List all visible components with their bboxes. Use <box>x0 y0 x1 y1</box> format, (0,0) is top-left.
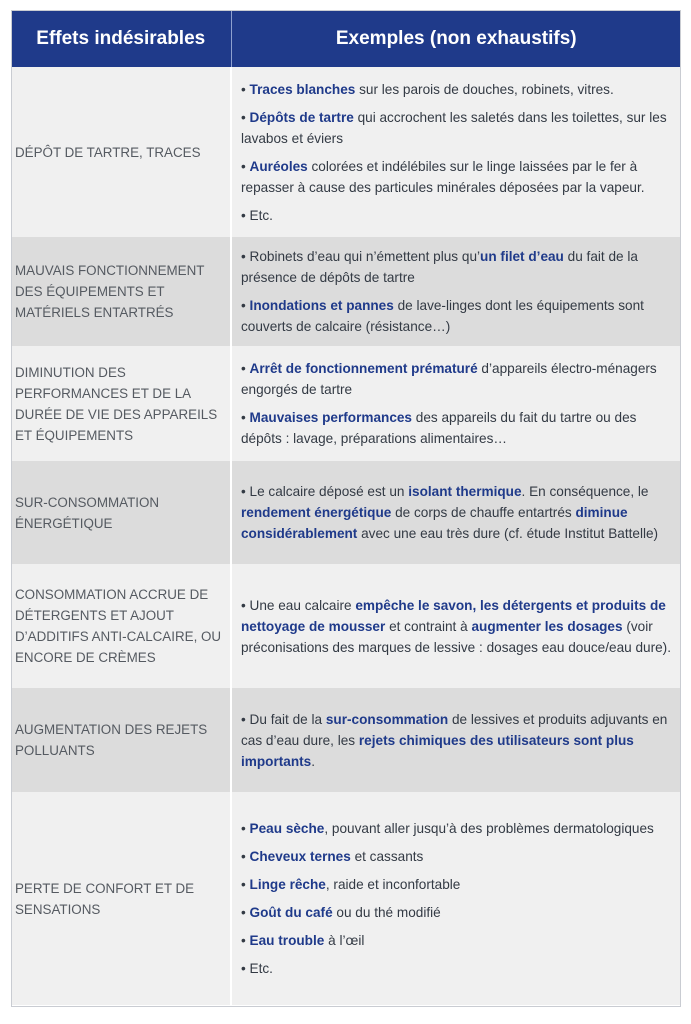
body-text: colorées et indélébiles sur le linge laissées par le fer à repasser à cause des particules minérales déposées par la vapeur. <box>241 158 645 195</box>
table-row <box>11 461 681 564</box>
highlight-text: Linge rêche <box>249 877 326 892</box>
body-text: • <box>241 158 250 174</box>
body-text: . <box>311 753 316 769</box>
effects-table-container <box>11 10 681 1005</box>
row-label: DIMINUTION DES PERFORMANCES ET DE LA DURÉE DE VIE DES APPAREILS ET ÉQUIPEMENTS <box>11 346 231 461</box>
bullet-item <box>241 902 675 923</box>
highlight-text: Eau trouble <box>249 933 325 948</box>
body-text: • Robinets d’eau qui n’émettent plus qu’ <box>241 249 481 264</box>
bullet-item <box>241 818 675 839</box>
body-text: • <box>241 298 250 313</box>
body-text: du fait de la présence de dépôts de tartre <box>241 249 638 285</box>
bullet-item <box>241 874 675 895</box>
bullet-item <box>241 846 675 867</box>
table-body <box>11 67 681 1005</box>
highlight-text: Cheveux ternes <box>249 849 351 864</box>
bullet-item <box>241 481 675 544</box>
body-text: d’appareils électro-ménagers engorgés de tartre <box>241 361 657 397</box>
body-text: qui accrochent les saletés dans les toilettes, sur les lavabos et éviers <box>241 109 667 146</box>
highlight-text: Dépôts de tartre <box>249 109 354 125</box>
row-label: MAUVAIS FONCTIONNEMENT DES ÉQUIPEMENTS ET MATÉRIELS ENTARTRÉS <box>11 237 231 346</box>
row-content <box>231 564 681 688</box>
bullet-item <box>241 156 675 198</box>
bullet-item <box>241 709 675 772</box>
body-text: des appareils du fait du tartre ou des dépôts : lavage, préparations alimentaires… <box>241 410 637 446</box>
highlight-text: un filet d’eau <box>480 249 564 264</box>
row-label: CONSOMMATION ACCRUE DE DÉTERGENTS ET AJOUT D’ADDITIFS ANTI-CALCAIRE, OU ENCORE DE CRÈMES <box>11 564 231 688</box>
bullet-item <box>241 595 675 658</box>
row-content <box>231 461 681 564</box>
body-text: • <box>241 905 250 920</box>
bullet-item <box>241 930 675 951</box>
body-text: sur les parois de douches, robinets, vitres. <box>355 81 614 97</box>
header-row <box>11 10 681 67</box>
bullet-item <box>241 295 675 337</box>
highlight-text: Peau sèche <box>249 821 325 836</box>
row-label: PERTE DE CONFORT ET DE SENSATIONS <box>11 792 231 1005</box>
bullet-item <box>241 958 675 979</box>
table-row <box>11 564 681 688</box>
row-content <box>231 237 681 346</box>
body-text: • Une eau calcaire <box>241 597 356 613</box>
body-text: • Le calcaire déposé est un <box>241 484 409 499</box>
header-effects: Effets indésirables <box>11 10 231 67</box>
table-row <box>11 688 681 792</box>
body-text: • <box>241 877 250 892</box>
row-label: AUGMENTATION DES REJETS POLLUANTS <box>11 688 231 792</box>
highlight-text: empêche le savon, les détergents et produits de nettoyage de mousser <box>241 597 666 634</box>
table-row <box>11 237 681 346</box>
table-header <box>11 10 681 67</box>
bullet-item <box>241 358 675 400</box>
row-content <box>231 346 681 461</box>
body-text: , raide et inconfortable <box>325 877 461 892</box>
table-row <box>11 67 681 237</box>
row-label: DÉPÔT DE TARTRE, TRACES <box>11 67 231 237</box>
body-text: (voir préconisations des marques de lessive : dosages eau douce/eau dure). <box>241 618 671 655</box>
table-row <box>11 792 681 1005</box>
highlight-text: sur-consommation <box>325 711 449 727</box>
effects-table <box>11 10 681 1005</box>
bullet-item <box>241 107 675 149</box>
highlight-text: Goût du café <box>249 905 333 920</box>
bullet-item <box>241 79 675 100</box>
highlight-text: Traces blanches <box>249 81 356 97</box>
header-examples: Exemples (non exhaustifs) <box>231 10 681 67</box>
table-row <box>11 346 681 461</box>
highlight-text: diminue considérablement <box>241 505 628 541</box>
highlight-text: rejets chimiques des utilisateurs sont plus importants <box>241 732 634 769</box>
bullet-item <box>241 205 675 226</box>
body-text: • Etc. <box>241 961 273 976</box>
body-text: • <box>241 361 250 376</box>
highlight-text: rendement énergétique <box>241 505 392 520</box>
body-text: de corps de chauffe entartrés <box>391 505 576 520</box>
body-text: ou du thé modifié <box>332 905 441 920</box>
highlight-text: isolant thermique <box>408 484 522 499</box>
body-text: et contraint à <box>385 618 472 634</box>
highlight-text: Inondations et pannes <box>249 298 394 313</box>
row-label: SUR-CONSOMMATION ÉNERGÉTIQUE <box>11 461 231 564</box>
highlight-text: augmenter les dosages <box>471 618 623 634</box>
row-content <box>231 688 681 792</box>
body-text: • <box>241 109 250 125</box>
body-text: • <box>241 849 250 864</box>
body-text: à l’œil <box>324 933 365 948</box>
body-text: de lave-linges dont les équipements sont couverts de calcaire (résistance…) <box>241 298 644 334</box>
body-text: • Du fait de la <box>241 711 326 727</box>
row-content <box>231 67 681 237</box>
highlight-text: Auréoles <box>249 158 308 174</box>
body-text: et cassants <box>350 849 424 864</box>
body-text: , pouvant aller jusqu’à des problèmes dermatologiques <box>324 821 654 836</box>
body-text: • <box>241 81 250 97</box>
body-text: avec une eau très dure (cf. étude Institut Battelle) <box>357 526 659 541</box>
highlight-text: Mauvaises performances <box>249 410 412 425</box>
body-text: de lessives et produits adjuvants en cas d’eau dure, les <box>241 711 668 748</box>
bullet-item <box>241 246 675 288</box>
body-text: • <box>241 410 250 425</box>
body-text: • Etc. <box>241 207 273 223</box>
body-text: • <box>241 933 250 948</box>
bullet-item <box>241 407 675 449</box>
row-content <box>231 792 681 1005</box>
body-text: . En conséquence, le <box>521 484 649 499</box>
highlight-text: Arrêt de fonctionnement prématuré <box>249 361 478 376</box>
body-text: • <box>241 821 250 836</box>
